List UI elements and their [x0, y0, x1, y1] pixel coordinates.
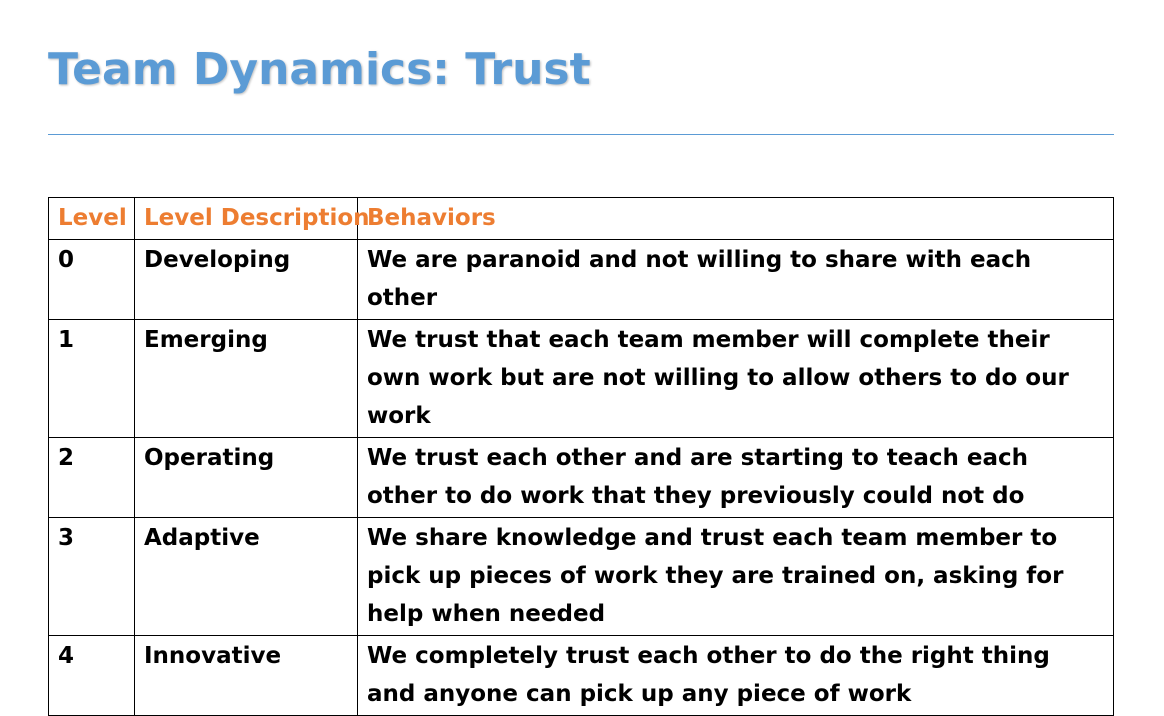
- header-level: Level: [49, 198, 135, 240]
- cell-behaviors: We completely trust each other to do the right thing and anyone can pick up any piece of work: [358, 636, 1114, 716]
- cell-behaviors: We trust each other and are starting to teach each other to do work that they previously could not do: [358, 438, 1114, 518]
- cell-level: 0: [49, 240, 135, 320]
- cell-behaviors: We are paranoid and not willing to share with each other: [358, 240, 1114, 320]
- cell-description: Adaptive: [135, 518, 358, 636]
- title-divider: [48, 134, 1114, 135]
- cell-level: 3: [49, 518, 135, 636]
- trust-levels-table: [48, 197, 1114, 716]
- cell-description: Emerging: [135, 320, 358, 438]
- cell-description: Developing: [135, 240, 358, 320]
- header-behaviors: Behaviors: [358, 198, 1114, 240]
- cell-level: 4: [49, 636, 135, 716]
- table-row: [49, 320, 1114, 438]
- header-level-description: Level Description: [135, 198, 358, 240]
- cell-level: 2: [49, 438, 135, 518]
- table-row: [49, 518, 1114, 636]
- cell-description: Operating: [135, 438, 358, 518]
- cell-behaviors: We trust that each team member will complete their own work but are not willing to allow others to do our work: [358, 320, 1114, 438]
- page-title: Team Dynamics: Trust: [48, 44, 591, 95]
- cell-behaviors: We share knowledge and trust each team member to pick up pieces of work they are trained on, asking for help when needed: [358, 518, 1114, 636]
- cell-level: 1: [49, 320, 135, 438]
- cell-description: Innovative: [135, 636, 358, 716]
- table-header-row: [49, 198, 1114, 240]
- table-row: [49, 240, 1114, 320]
- table-row: [49, 438, 1114, 518]
